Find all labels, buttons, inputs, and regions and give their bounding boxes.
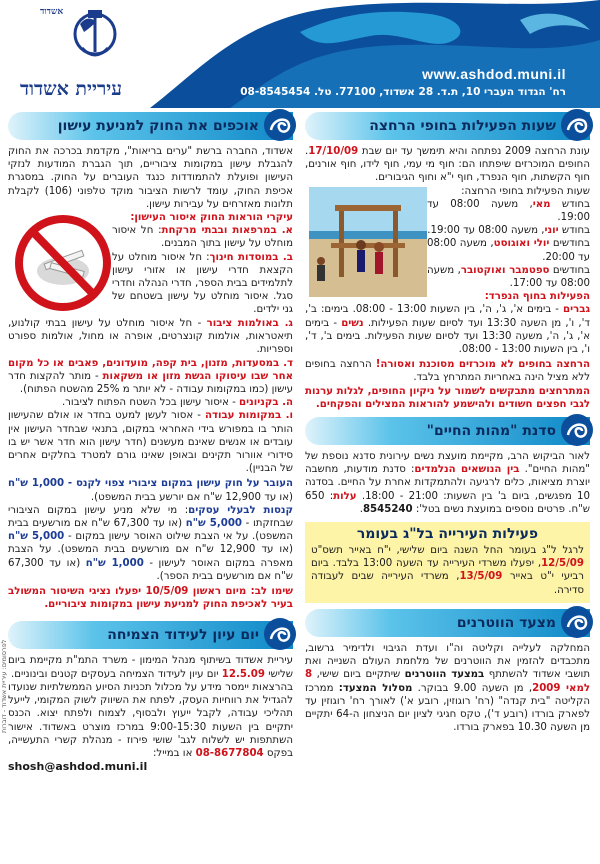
wave-swirl-icon xyxy=(560,413,594,447)
veterans-parade-title: מצעד הווטרנים xyxy=(456,614,556,631)
business-email[interactable]: shosh@ashdod.muni.il xyxy=(8,760,148,774)
beach-hours: שעות הפעילות בחופי הרחצה: בחודש מאי, משעה 08:00 עד 19:00. בחודש יוני, משעה 08:00 עד 19:00. בחודשים יולי ואוגוסט, משעה 08:00 עד 20:00. בחודשים ספטמבר ואוקטובר, משעה 08:00 עד 17:00. הפעילות בחוף הנפרד: xyxy=(427,185,590,303)
header xyxy=(0,0,600,108)
smoking-rules: עיקרי הוראות החוק איסור העישון: א. במרפאות ובבתי מרקחת: חל איסור מוחלט על עישון בתוך המבנים. ב. במוסדות חינוך: חל איסור מוחלט על הקצאת חדרי עישון או אזורי עישון לתלמידים בבית הספר, חדרי הנהלה וחדרי סגל. איסור מוחלט על עישון בשטחם של גני ילדים. xyxy=(112,212,293,316)
smoking-intro: אשדוד, החברה ברשת "ערים בריאות", מקדמת בכרכה את החוק להגבלת עישון במקומות ציבוריים, תוך הגברת המודעות לנזקי העישון ופועלת להתמודדות כנגד העוברים על החוק. במסגרת אכיפת החוק, עומד לרשות הציבור מוקד טלפוני (106) לקבלת תלונות מאזרחים על עבירות עישון. xyxy=(8,146,293,210)
lag-baomer-box xyxy=(305,522,590,603)
wave-swirl-icon xyxy=(560,605,594,639)
workshop-section-header xyxy=(305,417,590,445)
business-section-header xyxy=(8,621,293,649)
wave-swirl-icon xyxy=(560,108,594,142)
business-text: עיריית אשדוד בשיתוף מנהל המימון - משרד התמ"ת מקיימת ביום שלישי 12.5.09 יום עיון לעידוד הצמיחה בעסקים קטנים ובינוניים. בהרצאות יימסר מידע על מכלול תכניות הסיוע הממשלתיות שנועדו להגדיל את רווחיות העסק, לפתח את השיווק לשוק המקומי, לייעל תהליכי עבודה, לקבל ייעוץ ולבסוף, לצמוח ולפתח יצוא. הכנס יתקיים בין השעות 9:00-15:30 במרכז מוצרט באשדוד. אישור השתתפות יש לשלוח לגב' שושי פירוז - מנהלת קשרי התעשייה, בפקס 08-8677804 או במייל: shosh@ashdod.muni.il xyxy=(8,655,293,774)
municipal-address xyxy=(240,86,566,98)
workshop-section-title: סדנת "מהות החיים" xyxy=(426,423,556,440)
smoking-section-title: אוכפים את החוק למניעת עישון xyxy=(57,118,259,134)
lag-baomer-text: לרגל ל"ג בעומר החל השנה ביום שלישי, י"ח באייר תשס"ט 12/5/09, יפעלו משרדי העירייה עד השעה 13:00 בלבד. ביום רביעי י"ט באייר 13/5/09, משרדי העירייה שבים לעבודה סדירה. xyxy=(311,545,584,596)
beach-final-notice: המתרחצים מתבקשים לשמור על ניקיון החופים, לגלות ערנות לגבי חפצים חשודים ולהישמע להוראות המצילים והפקחים. xyxy=(305,385,590,410)
website-url[interactable]: www.ashdod.muni.il xyxy=(422,66,566,82)
address-text: רח' הגדוד העברי 10, ת.ד. 28 אשדוד, 77100. טל. xyxy=(314,86,566,98)
beach-warning: הרחצה בחופים לא מוכרזים מסוכנת ואסורה! הרחצה בחופים ללא מציל הינה באחריות המתרחץ בלבד. xyxy=(305,359,590,384)
workshop-text: לאור הביקוש הרב, מקיימת מועצת נשים עירונית סדנא נוספת של "מהות החיים". בין הנושאים הנלמדים: סדנת מודעות, מחשבה יוצרת מציאות, כלים לרגיעה ולהתמקדות אחרת על החיים. בסדנה 10 מפגשים, ביום ב' בין השעות: 21:00 - 18:00. עלות: 650 ש"ח. פרטים נוספים במועצת נשים בטל': 8545240. xyxy=(305,451,590,515)
beach-intro: עונת הרחצה 2009 נפתחה והיא תימשך עד יום שבת 17/10/09. החופים המוכרזים שיפתחו הם: חוף מי עמי, חוף לידו, חוף אורנים, חוף הקשתות, חוף הנפרד, חוף י"א וחוף הגיבורים. xyxy=(305,146,590,184)
beach-photo xyxy=(309,187,427,297)
veterans-parade-text: המחלקה לעלייה וקליטה וה"ו ועדת הגיבוי ולדימיר גרשוב, מתכבדים להזמין את הווטרנים של מלחמת העולם השנייה ואת תושבי אשדוד להשתתף במצעד הווטרנים שיתקיים ביום שישי, 8 למאי 2009, מן השעה 9.00 בבוקר. מסלול המצעד: ממרכז הקליטה "בית קנדה" (רח' רוגוזין, רובע א') לאורך רח' רוגוזין עד לפארק בורדו (רובע ד'), טקס חגיגי לציון יום הניצחון ה-64 יתקיים מן השעה 10.30 בפארק בורדו. xyxy=(305,642,591,734)
logo-caption: אשדוד xyxy=(40,7,64,17)
city-name-title: עיריית אשדוד xyxy=(20,78,123,100)
smoking-rules-cont: ג. באולמות ציבור - חל איסור מוחלט על עישון בבתי קולנוע, תיאטראות, אולמות קונצרטים, אופרה או מחול, אולמות ספורט וספריות. ד. במסעדות, מזנון, בית קפה, מועדונים, פאבים או כל מקום אחר שבו עיסוקו הגשת מזון או משקאות - מותר להקצות חדר עישון (כמו במקומות עבודה - לא יותר מ 25% מהשטח הפתוח). ה. בקניונים - איסור עישון בכל השטח הפתוח לציבור. ו. במקומות עבודה - אסור לעשן למעט בחדר או אולם שהעישון הותר בו במפורש בידי האחראי במקום, בתנאי שבחדר העישון אין עובדים או אנשים שאינם מעשנים (חדר עישון הוא חדר אשר יש בו סידורי אוורור תקינים ובאופן שאינו גורם למטרד בחלקים אחרים של הבניין). העובר על חוק עישון במקום ציבורי צפוי לקנס - 1,000 ש"ח (או עד 12,900 ש"ח אם יורשע בבית המשפט). קנסות לבעלי עסקים: מי שלא מניע עישון במקום הציבורי שבחזקתו - 5,000 ש"ח (או עד 67,300 ש"ח אם מורשעים בבית המשפט). על אי הצבת שילוט האוסר עישון במקום - 5,000 ש"ח (או עד 12,900 ש"ח אם מורשעים בבית המשפט). על הצבת מאפרה במקום האוסר לעישון - 1,000 ש"ח (או עד 67,300 ש"ח אם מורשעים בבית הספר). שימו לב: מיום ראשון 10/5/09 יפעלו נציגי השיטור המשולב בעיר לאכיפת החוק למניעת עישון במקומות ציבוריים. xyxy=(8,318,293,611)
side-credit-note: לפרסומים: עיריית אשדוד - דוברות xyxy=(0,640,8,734)
beach-section-header xyxy=(305,112,590,140)
business-section-title: יום עיון לעידוד הצמיחה xyxy=(107,627,259,644)
smoking-section-header xyxy=(8,112,293,140)
no-smoking-icon xyxy=(14,213,112,313)
beach-section-title: שעות הפעילות בחופי הרחצה xyxy=(369,118,556,134)
left-column xyxy=(8,112,293,773)
wave-swirl-icon xyxy=(263,108,297,142)
wave-swirl-icon xyxy=(263,617,297,651)
beach-lifeguard-illustration xyxy=(309,187,427,297)
lag-baomer-title: פעילות העירייה בל"ג בעומר xyxy=(356,526,539,543)
right-column xyxy=(305,112,590,734)
phone-number: 08-8545454 xyxy=(240,86,311,98)
city-emblem-icon xyxy=(60,8,130,72)
veterans-parade-header xyxy=(305,609,590,637)
beach-separate-hours: גברים - בימים א', ג', ה', בין השעות 13:00 - 08:00. בימים: ב', ד', ו', מן השעה 13:30 ועד לסיום שעות הפעילות. נשים - בימים א', ג', ה', משעה 13:30 ועד לסיום שעות הפעילות. בימים ב', ד', ו', בין השעות 13:00 - 08:00. xyxy=(305,304,591,356)
